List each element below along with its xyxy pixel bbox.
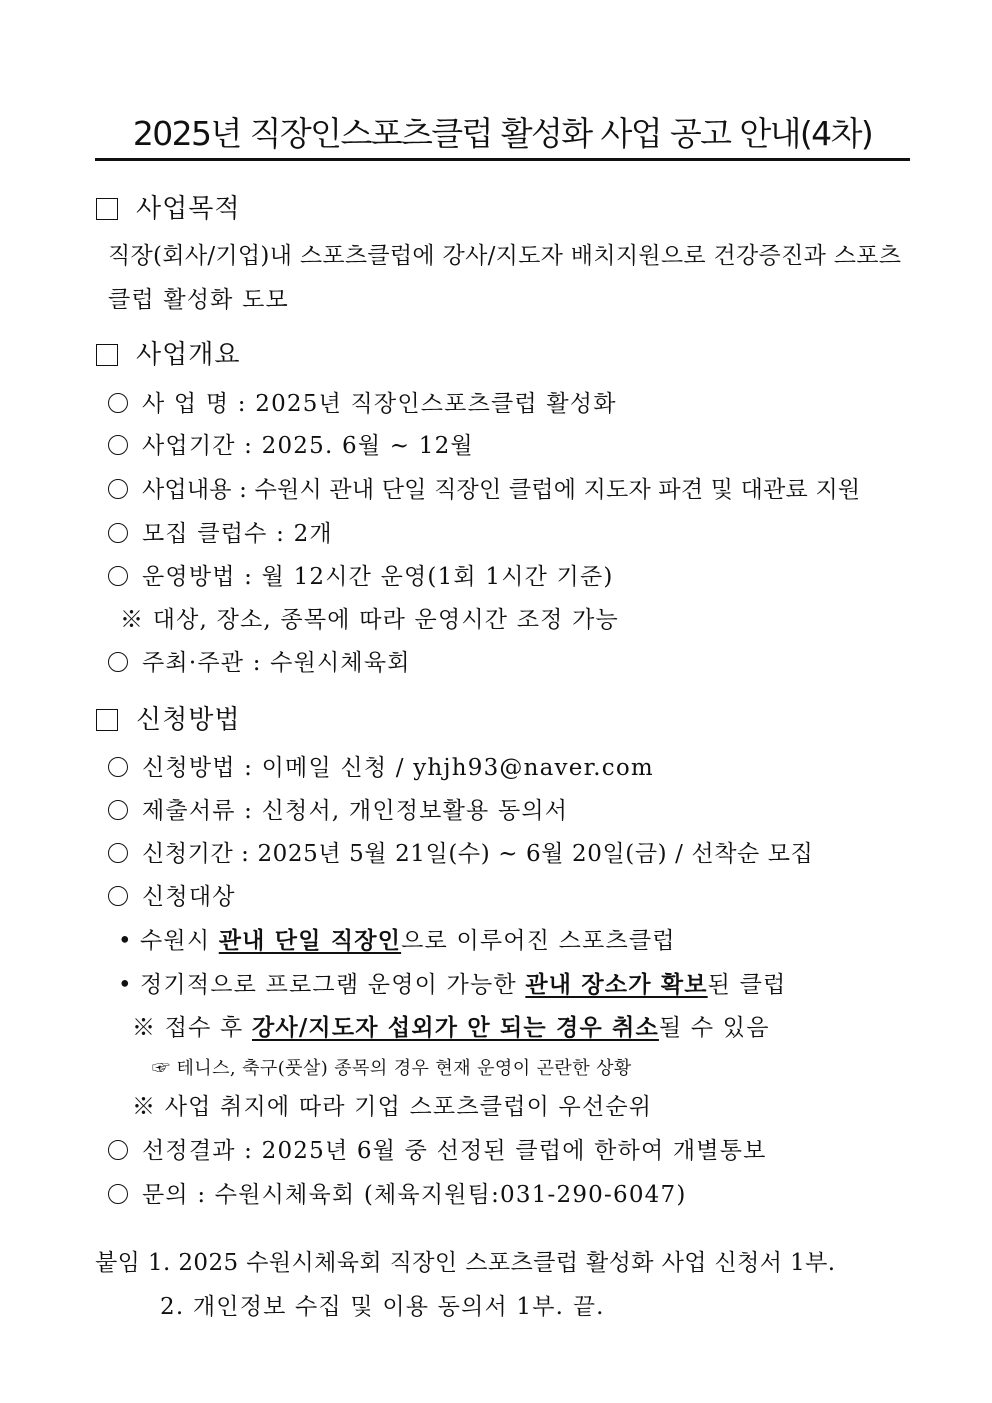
application-period <box>108 839 813 869</box>
dot-bullet-icon: • <box>118 928 133 954</box>
dot-bullet-icon: • <box>118 972 133 998</box>
application-documents <box>108 796 568 826</box>
host-text: 주최·주관 : 수원시체육회 <box>142 650 411 676</box>
circle-bullet-icon <box>108 566 128 586</box>
contact-text: 문의 : 수원시체육회 (체육지원팀:031-290-6047) <box>142 1182 687 1208</box>
circle-bullet-icon <box>108 1184 128 1204</box>
documents-text: 제출서류 : 신청서, 개인정보활용 동의서 <box>142 798 569 824</box>
application-method <box>108 753 654 783</box>
section-heading-overview <box>96 338 240 372</box>
method-text: 신청방법 : 이메일 신청 / yhjh93@naver.com <box>142 755 654 781</box>
overview-item-text: 사업내용 : 수원시 관내 단일 직장인 클럽에 지도자 파견 및 대관료 지원 <box>142 477 861 503</box>
circle-bullet-icon <box>108 843 128 863</box>
target1-post: 으로 이루어진 스포츠클럽 <box>401 928 676 954</box>
target1-pre: 수원시 <box>140 928 219 954</box>
checkbox-square-icon <box>96 709 118 731</box>
application-contact <box>108 1180 687 1210</box>
application-note2: ※ 사업 취지에 따라 기업 스포츠클럽이 우선순위 <box>132 1094 653 1120</box>
overview-host <box>108 648 411 678</box>
target2-post: 된 클럽 <box>707 972 787 998</box>
overview-item-text: 사 업 명 : 2025년 직장인스포츠클럽 활성화 <box>142 391 617 417</box>
application-heading-label: 신청방법 <box>136 705 241 735</box>
circle-bullet-icon <box>108 757 128 777</box>
checkbox-square-icon <box>96 198 118 220</box>
note1-post: 될 수 있음 <box>658 1015 770 1041</box>
target-text: 신청대상 <box>142 884 236 910</box>
circle-bullet-icon <box>108 800 128 820</box>
target2-emphasis: 관내 장소가 확보 <box>525 971 708 998</box>
result-text: 선정결과 : 2025년 6월 중 선정된 클럽에 한하여 개별통보 <box>142 1138 767 1164</box>
section-heading-purpose <box>96 192 240 226</box>
checkbox-square-icon <box>96 344 118 366</box>
target1-emphasis: 관내 단일 직장인 <box>218 927 402 954</box>
application-target <box>108 882 236 912</box>
purpose-heading-label: 사업목적 <box>136 194 241 224</box>
purpose-text-line1: 직장(회사/기업)내 스포츠클럽에 강사/지도자 배치지원으로 건강증진과 스포츠 <box>108 243 902 269</box>
note1-pre: ※ 접수 후 <box>132 1015 252 1041</box>
circle-bullet-icon <box>108 886 128 906</box>
target-item-1 <box>118 926 676 956</box>
document-title: 2025년 직장인스포츠클럽 활성화 사업 공고 안내(4차) <box>95 112 910 161</box>
application-result <box>108 1136 767 1166</box>
circle-bullet-icon <box>108 1140 128 1160</box>
overview-item <box>108 475 860 505</box>
application-note1 <box>132 1013 770 1043</box>
circle-bullet-icon <box>108 479 128 499</box>
circle-bullet-icon <box>108 523 128 543</box>
overview-item-text: 모집 클럽수 : 2개 <box>142 521 333 547</box>
target-item-2 <box>118 970 786 1000</box>
target2-pre: 정기적으로 프로그램 운영이 가능한 <box>140 972 526 998</box>
overview-item <box>108 431 474 461</box>
period-text: 신청기간 : 2025년 5월 21일(수) ~ 6월 20일(금) / 선착순 모집 <box>142 841 814 867</box>
note1-emphasis: 강사/지도자 섭외가 안 되는 경우 취소 <box>252 1014 659 1041</box>
circle-bullet-icon <box>108 652 128 672</box>
overview-item <box>108 389 617 419</box>
overview-item-text: 운영방법 : 월 12시간 운영(1회 1시간 기준) <box>142 564 614 590</box>
circle-bullet-icon <box>108 435 128 455</box>
application-note1-sub: ☞ 테니스, 축구(풋살) 종목의 경우 현재 운영이 곤란한 상황 <box>152 1058 632 1079</box>
section-heading-application <box>96 703 240 737</box>
attachment-line-1: 붙임 1. 2025 수원시체육회 직장인 스포츠클럽 활성화 사업 신청서 1부. <box>95 1250 836 1276</box>
purpose-text-line2: 클럽 활성화 도모 <box>108 287 289 313</box>
overview-item <box>108 562 614 592</box>
overview-note: ※ 대상, 장소, 종목에 따라 운영시간 조정 가능 <box>120 607 619 633</box>
circle-bullet-icon <box>108 393 128 413</box>
overview-item <box>108 519 333 549</box>
attachment-line-2: 2. 개인정보 수집 및 이용 동의서 1부. 끝. <box>160 1294 605 1320</box>
overview-heading-label: 사업개요 <box>136 340 241 370</box>
overview-item-text: 사업기간 : 2025. 6월 ~ 12월 <box>142 433 474 459</box>
